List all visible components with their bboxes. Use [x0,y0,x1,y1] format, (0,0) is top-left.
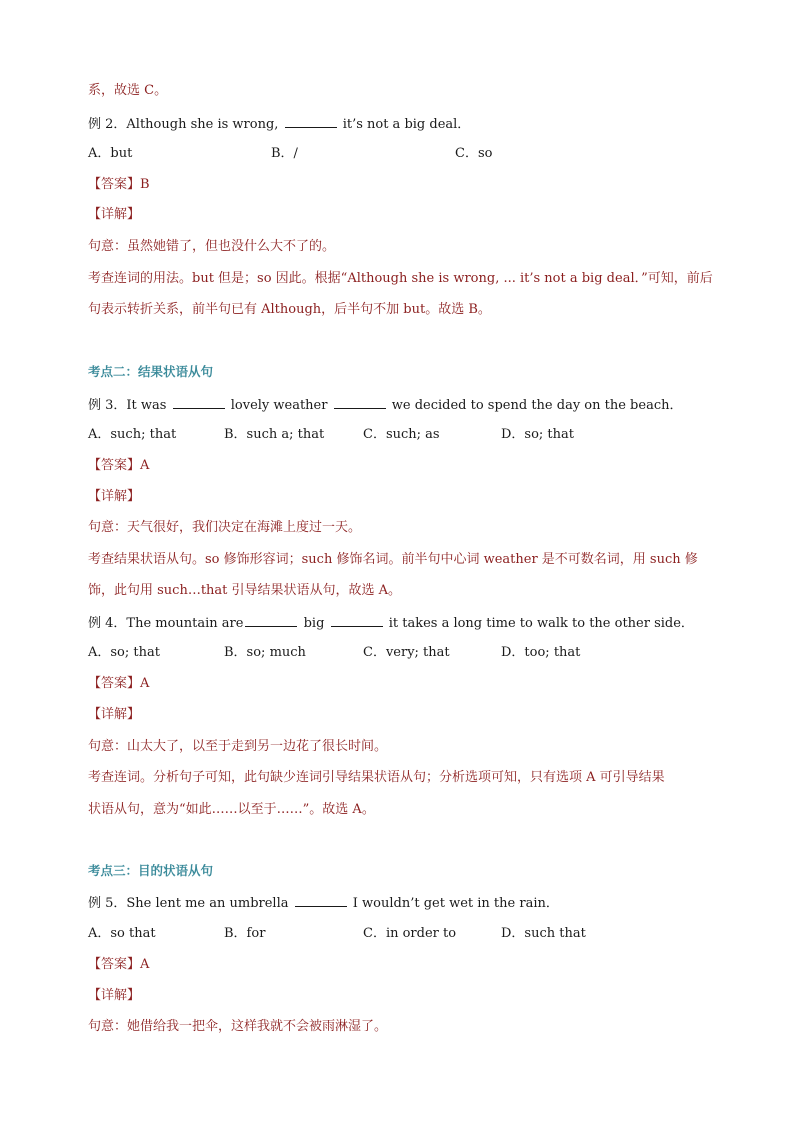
q2-answer-label: 【答案】 [88,177,141,192]
q3-option-a: A．such; that [88,427,177,442]
q2-explanation-line-1: 考查连词的用法。but 但是；so 因此。根据“Although she is wrong, ... it’s not a big deal．”可知，前后 [88,271,713,286]
section-heading-result-clause: 考点二：结果状语从句 [88,364,214,379]
continuation-line: 系，故选 C。 [88,83,168,98]
q5-answer-value: A [140,957,150,972]
q2-answer [88,175,150,195]
q5-option-c: C．in order to [363,926,457,941]
q4-explanation-line-2: 状语从句，意为“如此……以至于……”。故选 A。 [88,802,375,817]
q4-answer [88,674,149,694]
question-4-stem [88,612,694,632]
q3-option-d: D．so; that [501,427,575,442]
q4-stem-part-c: it takes a long time to walk to the other side． [388,616,694,631]
q4-blank-2 [331,612,383,627]
q3-answer-label: 【答案】 [88,458,141,473]
q5-detail-label: 【详解】 [88,988,141,1003]
q3-option-c: C．such; as [363,427,440,442]
q3-answer-value: A [140,458,150,473]
q5-answer [88,955,149,975]
q3-explanation-line-1: 考查结果状语从句。so 修饰形容词；such 修饰名词。前半句中心词 weather 是不可数名词，用 such 修 [88,552,698,567]
q5-stem-part-a: 例 5．She lent me an umbrella [88,896,289,911]
q3-stem-part-a: 例 3．It was [88,398,167,413]
q2-option-c: C．so [455,146,493,161]
q2-meaning: 句意：虽然她错了，但也没什么大不了的。 [88,239,336,254]
q5-meaning: 句意：她借给我一把伞，这样我就不会被雨淋湿了。 [88,1019,388,1034]
q5-stem-part-b: I wouldn’t get wet in the rain． [352,896,559,911]
q5-option-a: A．so that [88,926,156,941]
question-2-stem [88,113,470,133]
q5-blank [295,892,347,907]
q4-stem-part-b: big [303,616,325,631]
q3-blank-2 [334,394,386,409]
q4-detail-label: 【详解】 [88,707,141,722]
q2-option-a: A．but [88,146,133,161]
q2-explanation-line-2: 句表示转折关系，前半句已有 Although，后半句不加 but。故选 B。 [88,302,491,317]
q4-option-d: D．too; that [501,645,581,660]
section-heading-purpose-clause: 考点三：目的状语从句 [88,863,214,878]
q5-option-b: B．for [224,926,266,941]
question-3-stem [88,394,682,414]
q3-meaning: 句意：天气很好，我们决定在海滩上度过一天。 [88,520,362,535]
q4-stem-part-a: 例 4．The mountain are [88,616,244,631]
q4-option-c: C．very; that [363,645,450,660]
q3-stem-part-b: lovely weather [230,398,328,413]
q3-stem-part-c: we decided to spend the day on the beach． [391,398,683,413]
q4-option-a: A．so; that [88,645,160,660]
q3-option-b: B．such a; that [224,427,325,442]
q3-blank-1 [173,394,225,409]
q2-option-b: B．/ [271,146,298,161]
q2-stem-part-a: 例 2．Although she is wrong, [88,117,279,132]
q5-answer-label: 【答案】 [88,957,141,972]
q5-option-d: D．such that [501,926,586,941]
q4-blank-1 [245,612,297,627]
q3-answer [88,456,149,476]
q4-option-b: B．so; much [224,645,306,660]
q4-explanation-line-1: 考查连词。分析句子可知，此句缺少连词引导结果状语从句；分析选项可知，只有选项 A 可引导结果 [88,770,665,785]
question-5-stem [88,892,559,912]
q4-meaning: 句意：山太大了，以至于走到另一边花了很长时间。 [88,739,388,754]
q2-stem-part-b: it’s not a big deal． [342,117,471,132]
q3-detail-label: 【详解】 [88,489,141,504]
q4-answer-value: A [140,676,150,691]
q2-answer-value: B [140,177,150,192]
q4-answer-label: 【答案】 [88,676,141,691]
q2-detail-label: 【详解】 [88,207,141,222]
q2-blank [285,113,337,128]
q3-explanation-line-2: 饰，此句用 such…that 引导结果状语从句，故选 A。 [88,583,402,598]
